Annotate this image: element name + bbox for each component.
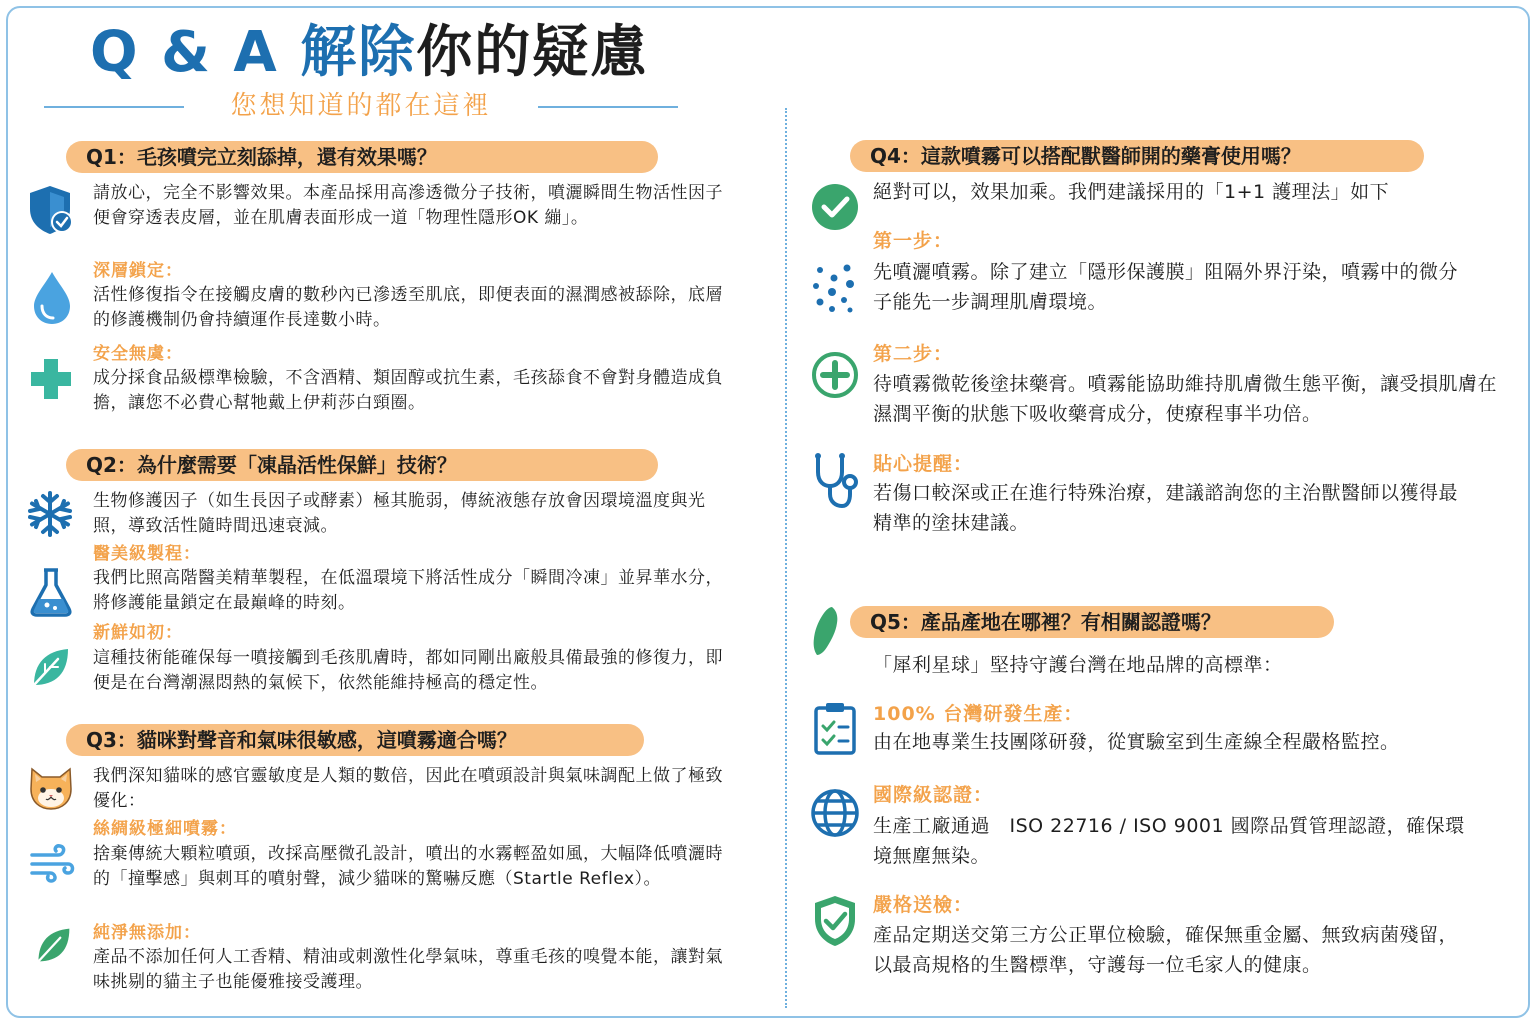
q5-question-bar: Q5：產品產地在哪裡？有相關認證嗎？ [850, 606, 1334, 638]
q1-point1-text: 活性修復指令在接觸皮膚的數秒內已滲透至肌底，即便表面的濕潤感被舔除，底層的修護機制仍會持續運作長達數小時。 [93, 285, 723, 330]
q5-point3-text: 產品定期送交第三方公正單位檢驗，確保無重金屬、無致病菌殘留，以最高規格的生醫標準，守護每一位毛家人的健康。 [873, 924, 1459, 976]
q1-point2-text: 成分採食品級標準檢驗，不含酒精、類固醇或抗生素，毛孩舔食不會對身體造成負擔，讓您不必費心幫牠戴上伊莉莎白頸圈。 [93, 368, 723, 413]
flask-icon [29, 567, 73, 617]
wind-icon [28, 843, 76, 883]
page-subtitle: 您想知道的都在這裡 [230, 91, 492, 121]
stethoscope-icon [810, 452, 860, 510]
q5-point2-text: 生產工廠通過 ISO 22716 / ISO 9001 國際品質管理認證，確保環境無塵無染。 [873, 815, 1465, 867]
plus-circle-icon [810, 350, 860, 400]
subtitle-left-line [44, 106, 184, 108]
q5-point3-title: 嚴格送檢： [873, 894, 974, 916]
q5-point2-title: 國際級認證： [873, 784, 994, 806]
q1-intro: 請放心，完全不影響效果。本產品採用高滲透微分子技術，噴灑瞬間生物活性因子便會穿透表皮層，並在肌膚表面形成一道「物理性隱形OK 繃」。 [93, 183, 723, 228]
q1-question-bar: Q1：毛孩噴完立刻舔掉，還有效果嗎？ [66, 141, 658, 173]
q2-intro: 生物修護因子（如生長因子或酵素）極其脆弱，傳統液態存放會因環境溫度與光照，導致活性隨時間迅速衰減。 [93, 491, 706, 536]
q5-intro: 「犀利星球」堅持守護台灣在地品牌的高標準： [873, 654, 1283, 676]
q4-question-bar: Q4：這款噴霧可以搭配獸醫師開的藥膏使用嗎？ [850, 140, 1424, 172]
check-circle-icon [810, 182, 860, 232]
q4-step2-text: 待噴霧微乾後塗抹藥膏。噴霧能協助維持肌膚微生態平衡，讓受損肌膚在濕潤平衡的狀態下吸收藥膏成分，使療程事半功倍。 [873, 373, 1498, 425]
q3-point2-title: 純淨無添加： [93, 923, 201, 943]
subtitle-row [44, 88, 678, 124]
subtitle-right-line [538, 106, 678, 108]
leaf-icon [28, 645, 72, 689]
title-dark-part: 你的疑慮 [416, 20, 649, 85]
spray-dots-icon [810, 262, 860, 316]
q1-point2-title: 安全無虞： [93, 344, 183, 364]
q4-step1-title: 第一步： [873, 230, 954, 252]
q3-intro: 我們深知貓咪的感官靈敏度是人類的數倍，因此在噴頭設計與氣味調配上做了極致優化： [93, 766, 723, 811]
title-blue-part: Q & A 解除 [90, 20, 417, 85]
q3-question-bar: Q3：貓咪對聲音和氣味很敏感，這噴霧適合嗎？ [66, 724, 644, 756]
q2-point2-text: 這種技術能確保每一噴接觸到毛孩肌膚時，都如同剛出廠般具備最強的修復力，即便是在台灣潮濕悶熱的氣候下，依然能維持極高的穩定性。 [93, 648, 723, 693]
taiwan-map-icon [810, 605, 840, 657]
q3-point1-title: 絲綢級極細噴霧： [93, 819, 237, 839]
q4-step2-title: 第二步： [873, 343, 954, 365]
q4-step1-text: 先噴灑噴霧。除了建立「隱形保護膜」阻隔外界汙染，噴霧中的微分子能先一步調理肌膚環境。 [873, 261, 1459, 313]
shield-check-icon [812, 894, 858, 948]
q2-point2-title: 新鮮如初： [93, 623, 183, 643]
page-title [90, 18, 648, 88]
q5-point1-title: 100% 台灣研發生產： [873, 703, 1084, 725]
column-divider [785, 108, 787, 1008]
q4-intro: 絕對可以，效果加乘。我們建議採用的「1+1 護理法」如下 [873, 181, 1390, 203]
clipboard-check-icon [812, 700, 858, 756]
globe-icon [810, 788, 860, 838]
snowflake-icon [26, 490, 74, 538]
q4-tip-text: 若傷口較深或正在進行特殊治療，建議諮詢您的主治獸醫師以獲得最精準的塗抹建議。 [873, 482, 1459, 534]
q2-question-bar: Q2：為什麼需要「凍晶活性保鮮」技術？ [66, 449, 658, 481]
water-drop-icon [30, 270, 74, 326]
q3-point1-text: 捨棄傳統大顆粒噴頭，改採高壓微孔設計，噴出的水霧輕盈如風，大幅降低噴灑時的「撞擊感」與刺耳的噴射聲，減少貓咪的驚嚇反應（Startle Reflex）。 [93, 844, 723, 889]
q2-point1-text: 我們比照高階醫美精華製程，在低溫環境下將活性成分「瞬間冷凍」並昇華水分，將修護能量鎖定在最巔峰的時刻。 [93, 568, 723, 613]
shield-check-icon [26, 184, 76, 236]
cat-face-icon [26, 765, 76, 811]
medical-cross-icon [29, 357, 73, 401]
q2-point1-title: 醫美級製程： [93, 544, 201, 564]
q3-point2-text: 產品不添加任何人工香精、精油或刺激性化學氣味，尊重毛孩的嗅覺本能，讓對氣味挑剔的貓主子也能優雅接受護理。 [93, 947, 723, 992]
q4-tip-title: 貼心提醒： [873, 453, 974, 475]
q5-point1-text: 由在地專業生技團隊研發，從實驗室到生產線全程嚴格監控。 [873, 731, 1400, 753]
q1-point1-title: 深層鎖定： [93, 261, 183, 281]
leaf-icon [33, 925, 73, 965]
